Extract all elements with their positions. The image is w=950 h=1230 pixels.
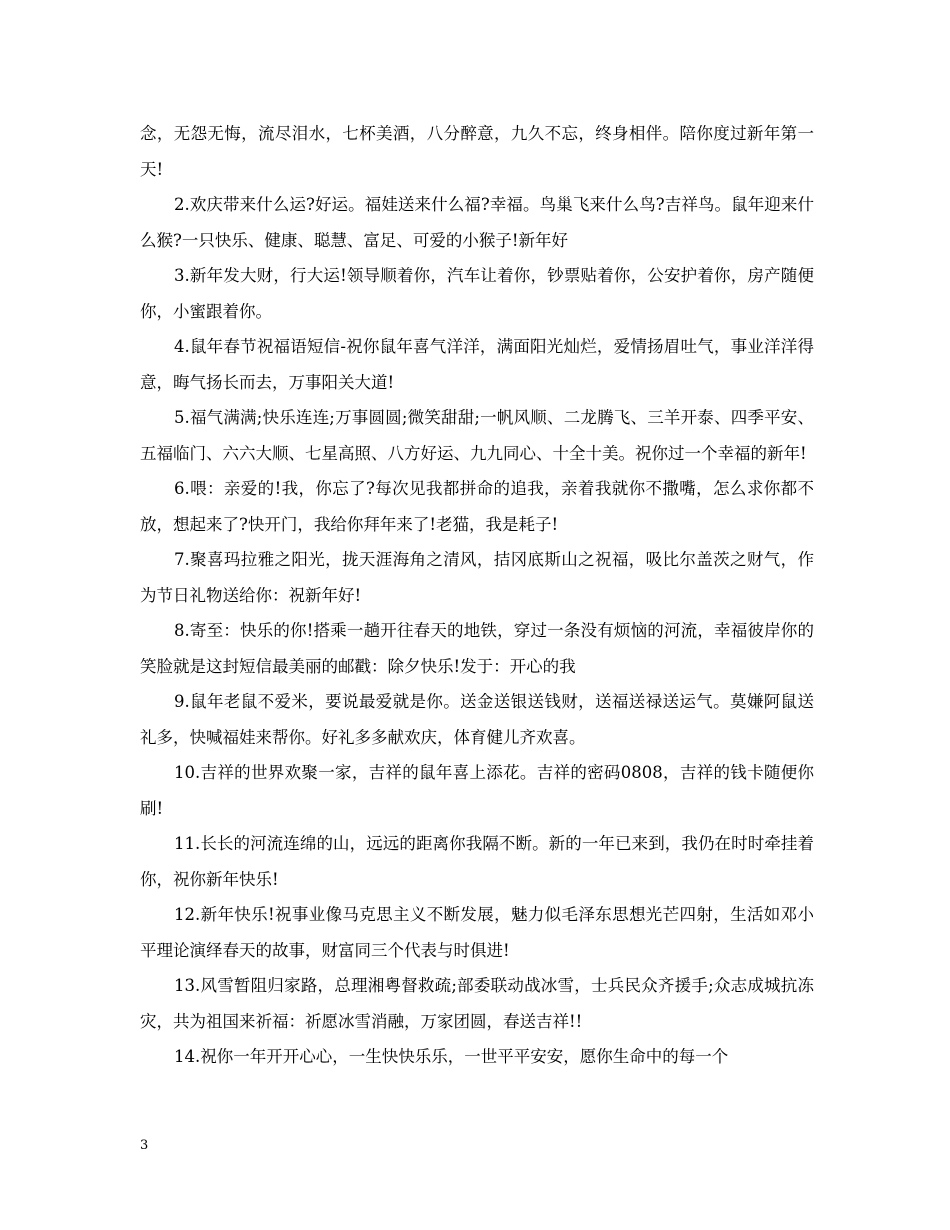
- paragraph: 14.祝你一年开开心心，一生快快乐乐，一世平平安安，愿你生命中的每一个: [174, 1047, 729, 1066]
- paragraph: 6.喂：亲爱的!我，你忘了?每次见我都拼命的追我，亲着我就你不撒嘴，怎么求你都不放，想起来了?快开门，我给你拜年来了!老猫，我是耗子!: [140, 479, 814, 534]
- paragraph: 3.新年发大财，行大运!领导顺着你，汽车让着你，钞票贴着你，公安护着你，房产随便你，小蜜跟着你。: [140, 266, 814, 321]
- paragraph: 9.鼠年老鼠不爱米，要说最爱就是你。送金送银送钱财，送福送禄送运气。莫嫌阿鼠送礼多，快喊福娃来帮你。好礼多多献欢庆，体育健儿齐欢喜。: [140, 692, 814, 747]
- paragraph: 12.新年快乐!祝事业像马克思主义不断发展，魅力似毛泽东思想光芒四射，生活如邓小平理论演绎春天的故事，财富同三个代表与时俱进!: [140, 905, 814, 960]
- page-number: 3: [140, 1138, 149, 1153]
- document-body: [140, 116, 814, 1075]
- paragraph: 7.聚喜玛拉雅之阳光，拢天涯海角之清风，拮冈底斯山之祝福，吸比尔盖茨之财气，作为节日礼物送给你：祝新年好!: [140, 550, 814, 605]
- paragraph: 5.福气满满;快乐连连;万事圆圆;微笑甜甜;一帆风顺、二龙腾飞、三羊开泰、四季平安、五福临门、六六大顺、七星高照、八方好运、九九同心、十全十美。祝你过一个幸福的新年!: [140, 408, 814, 463]
- paragraph: 10.吉祥的世界欢聚一家，吉祥的鼠年喜上添花。吉祥的密码0808，吉祥的钱卡随便你刷!: [140, 763, 814, 818]
- paragraph: 13.风雪暂阻归家路，总理湘粤督救疏;部委联动战冰雪，士兵民众齐援手;众志成城抗冻灾，共为祖国来祈福：祈愿冰雪消融，万家团圆，春送吉祥!!: [140, 976, 814, 1031]
- paragraph: 念，无怨无悔，流尽泪水，七杯美酒，八分醉意，九久不忘，终身相伴。陪你度过新年第一天!: [140, 124, 814, 179]
- paragraph: 11.长长的河流连绵的山，远远的距离你我隔不断。新的一年已来到，我仍在时时牵挂着你，祝你新年快乐!: [140, 834, 814, 889]
- paragraph: 8.寄至：快乐的你!搭乘一趟开往春天的地铁，穿过一条没有烦恼的河流，幸福彼岸你的笑脸就是这封短信最美丽的邮戳：除夕快乐!发于：开心的我: [140, 621, 814, 676]
- paragraph: 2.欢庆带来什么运?好运。福娃送来什么福?幸福。鸟巢飞来什么鸟?吉祥鸟。鼠年迎来什么猴?一只快乐、健康、聪慧、富足、可爱的小猴子!新年好: [140, 195, 814, 250]
- paragraph: 4.鼠年春节祝福语短信-祝你鼠年喜气洋洋，满面阳光灿烂，爱情扬眉吐气，事业洋洋得意，晦气扬长而去，万事阳关大道!: [140, 337, 814, 392]
